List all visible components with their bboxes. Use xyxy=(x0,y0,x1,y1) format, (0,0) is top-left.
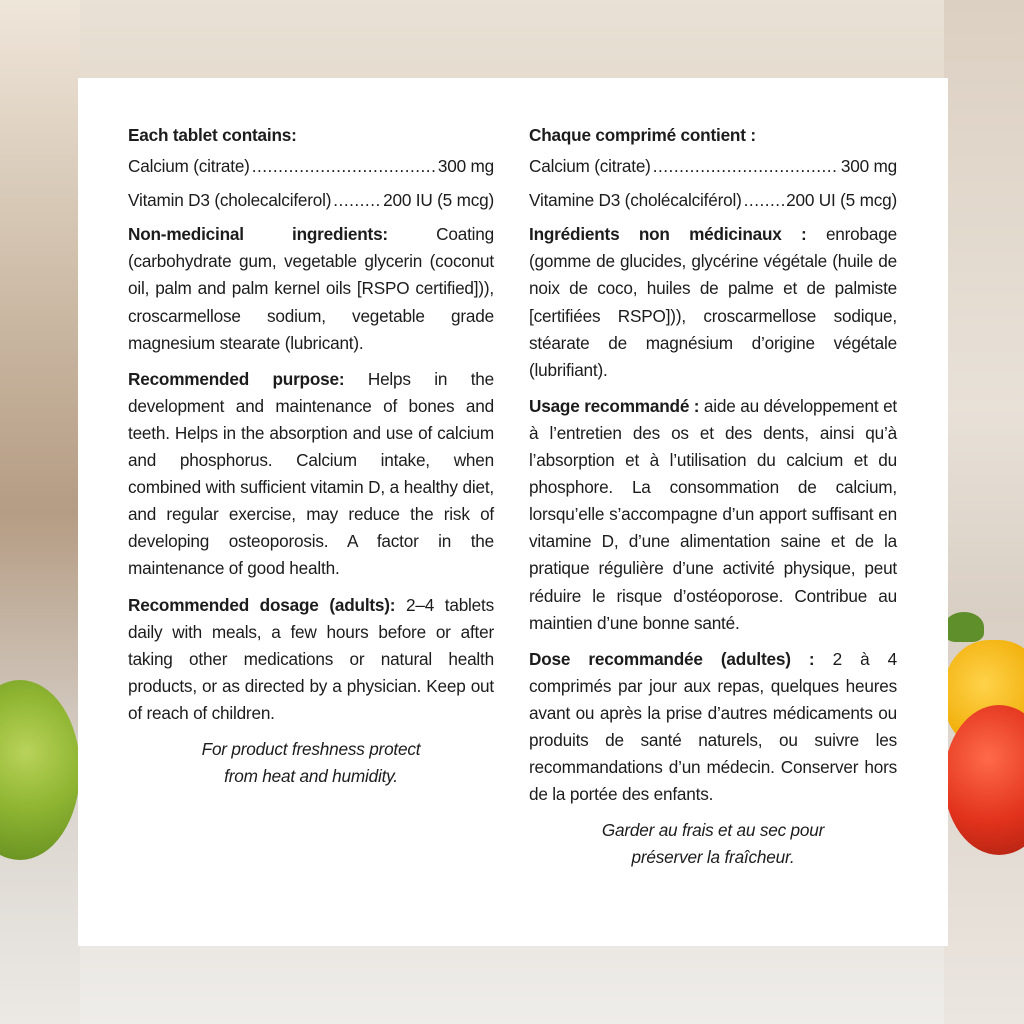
fr-dosage-label: Dose recommandée (adultes) : xyxy=(529,648,815,669)
en-storage-note-line1: For product freshness protect xyxy=(201,738,421,759)
french-column xyxy=(529,122,897,871)
leader-dots xyxy=(252,153,436,180)
leader-dots xyxy=(653,153,839,180)
en-row-vitamin-d3-label: Vitamin D3 (cholecalciferol) xyxy=(128,190,332,211)
english-column xyxy=(128,122,494,790)
fr-purpose xyxy=(529,393,897,637)
en-heading: Each tablet contains: xyxy=(128,125,297,145)
fr-dosage xyxy=(529,646,897,809)
en-dosage-label: Recommended dosage (adults): xyxy=(128,594,396,615)
fr-purpose-text: aide au développement et à l’entretien des os et des dents, ainsi qu’à l’absorption et à l’utilisation du calcium et du phosphore. La consommation de calcium, lorsqu’elle s’accompagne d’un apport suffisant en vitamine D, d’une alimentation saine et de la pratique régulière d’une activité physique, peut réduire le risque d’ostéoporose. Contribue au maintien d’une bonne santé. xyxy=(529,395,897,633)
en-purpose xyxy=(128,366,494,583)
leader-dots xyxy=(744,187,784,214)
en-storage-note-line2: from heat and humidity. xyxy=(224,766,398,787)
en-dosage-text: 2–4 tablets daily with meals, a few hours before or after taking other medications or natural health products, or as directed by a physician. Keep out of reach of children. xyxy=(128,594,494,723)
en-non-medicinal-label: Non-medicinal ingredients: xyxy=(128,224,388,245)
en-non-medicinal-text: Coating (carbohydrate gum, vegetable glycerin (coconut oil, palm and palm kernel oils [RSPO certified])), croscarmellose sodium, vegetable grade magnesium stearate (lubricant). xyxy=(128,224,494,353)
pepper-stem-image xyxy=(944,612,984,642)
en-dosage xyxy=(128,592,494,727)
fr-non-medicinal xyxy=(529,221,897,384)
fr-non-medicinal-text: enrobage (gomme de glucides, glycérine végétale (huile de noix de coco, huiles de palme et de palmiste [certifiées RSPO])), croscarmellose sodique, stéarate de magnésium d’origine végétale (lubrifiant). xyxy=(529,224,897,380)
fr-row-calcium-label: Calcium (citrate) xyxy=(529,156,651,177)
background-left xyxy=(0,0,80,1024)
fr-heading: Chaque comprimé contient : xyxy=(529,125,756,145)
fr-dosage-text: 2 à 4 comprimés par jour aux repas, quelques heures avant ou après la prise d’autres médicaments ou produits de santé naturels, ou suivre les recommandations d’un médecin. Conserver hors de la portée des enfants. xyxy=(529,648,897,805)
fr-row-vitamin-d3-label: Vitamine D3 (cholécalciférol) xyxy=(529,190,742,211)
fr-row-calcium-value: 300 mg xyxy=(840,156,897,177)
en-purpose-label: Recommended purpose: xyxy=(128,368,345,389)
background-right xyxy=(944,0,1024,1024)
fr-non-medicinal-label: Ingrédients non médicinaux : xyxy=(529,224,807,245)
fr-row-calcium xyxy=(529,153,897,180)
fr-storage-note-line2: préserver la fraîcheur. xyxy=(631,847,795,868)
en-row-calcium-value: 300 mg xyxy=(437,156,494,177)
fr-row-vitamin-d3-value: 200 UI (5 mcg) xyxy=(786,190,897,211)
fr-row-vitamin-d3 xyxy=(529,187,897,214)
en-non-medicinal xyxy=(128,221,494,356)
fr-purpose-label: Usage recommandé : xyxy=(529,395,700,416)
en-purpose-text: Helps in the development and maintenance of bones and teeth. Helps in the absorption and use of calcium and phosphorus. Calcium intake, when combined with sufficient vitamin D, a healthy diet, and regular exercise, may reduce the risk of developing osteoporosis. A factor in the maintenance of good health. xyxy=(128,368,494,579)
en-row-calcium xyxy=(128,153,494,180)
en-row-calcium-label: Calcium (citrate) xyxy=(128,156,250,177)
fr-storage-note xyxy=(529,817,897,871)
en-storage-note xyxy=(128,736,494,790)
en-row-vitamin-d3-value: 200 IU (5 mcg) xyxy=(383,190,494,211)
en-row-vitamin-d3 xyxy=(128,187,494,214)
fr-storage-note-line1: Garder au frais et au sec pour xyxy=(601,820,825,841)
leader-dots xyxy=(333,187,381,214)
